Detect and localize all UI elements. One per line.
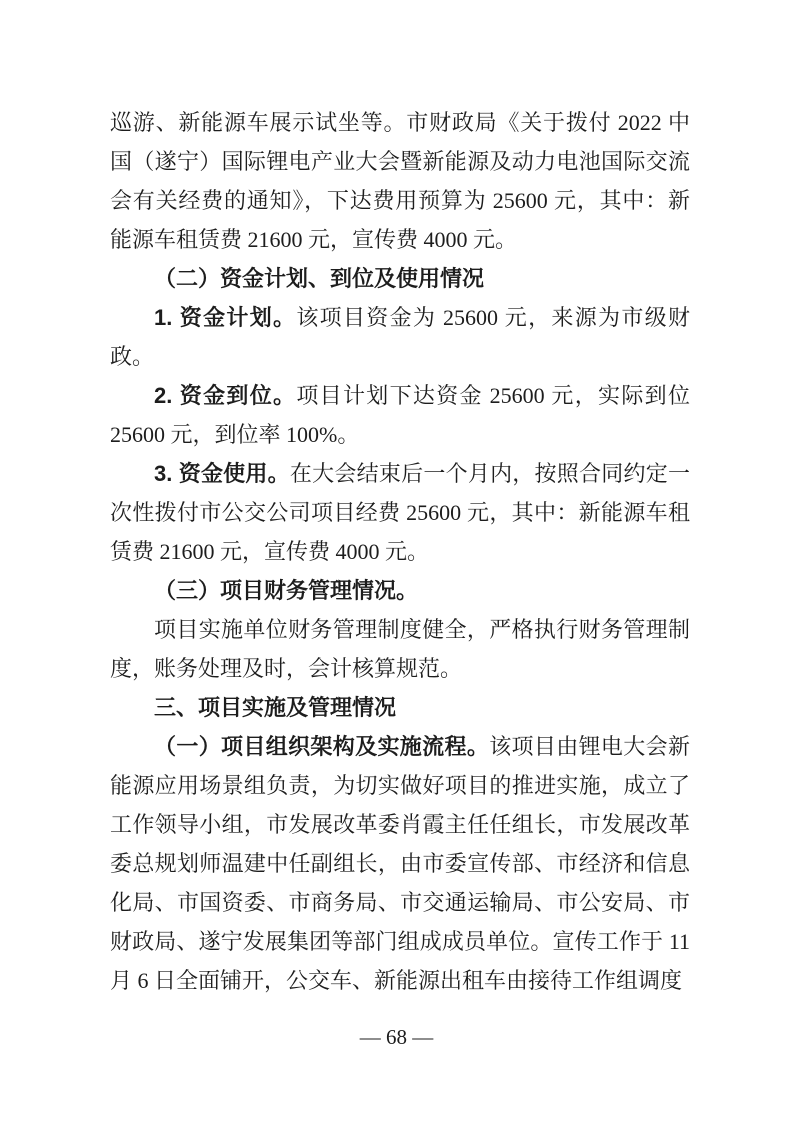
organization-structure-text: 该项目由锂电大会新能源应用场景组负责，为切实做好项目的推进实施，成立了工作领导小组，市发展改革委肖霞主任任组长，市发展改革委总规划师温建中任副组长，由市委宣传部、市经济和信息化局、市国资委、市商务局、市交通运输局、市公安局、市财政局、遂宁发展集团等部门组成成员单位。宣传工作于 11 月 6 日全面铺开，公交车、新能源出租车由接待工作组调度	[110, 734, 690, 993]
funding-arrival-text: 项目计划下达资金 25600 元，实际到位 25600 元，到位率 100%。	[110, 383, 690, 447]
paragraph-funding-usage	[110, 454, 690, 571]
funding-arrival-lead: 2. 资金到位。	[154, 383, 297, 408]
page-number: — 68 —	[359, 1025, 434, 1049]
heading-section-2-funding: （二）资金计划、到位及使用情况	[154, 266, 485, 291]
heading-part-3-implementation: 三、项目实施及管理情况	[154, 695, 397, 720]
paragraph-organization-structure	[110, 727, 690, 1000]
document-body	[110, 103, 690, 1000]
paragraph-funding-plan	[110, 298, 690, 376]
funding-usage-lead: 3. 资金使用。	[154, 461, 290, 486]
paragraph-funding-arrival	[110, 376, 690, 454]
funding-plan-lead: 1. 资金计划。	[154, 305, 297, 330]
organization-structure-lead: （一）项目组织架构及实施流程。	[154, 734, 490, 759]
paragraph-intro-continuation: 巡游、新能源车展示试坐等。市财政局《关于拨付 2022 中国（遂宁）国际锂电产业大会暨新能源及动力电池国际交流会有关经费的通知》，下达费用预算为 25600 元，其中：新能源车租赁费 21600 元，宣传费 4000 元。	[110, 110, 690, 252]
funding-plan-text: 该项目资金为 25600 元，来源为市级财政。	[110, 305, 690, 369]
paragraph-financial-management: 项目实施单位财务管理制度健全，严格执行财务管理制度，账务处理及时，会计核算规范。	[110, 617, 690, 681]
funding-usage-text: 在大会结束后一个月内，按照合同约定一次性拨付市公交公司项目经费 25600 元，其中：新能源车租赁费 21600 元，宣传费 4000 元。	[110, 461, 690, 564]
heading-section-3-financial-management: （三）项目财务管理情况。	[154, 578, 419, 603]
